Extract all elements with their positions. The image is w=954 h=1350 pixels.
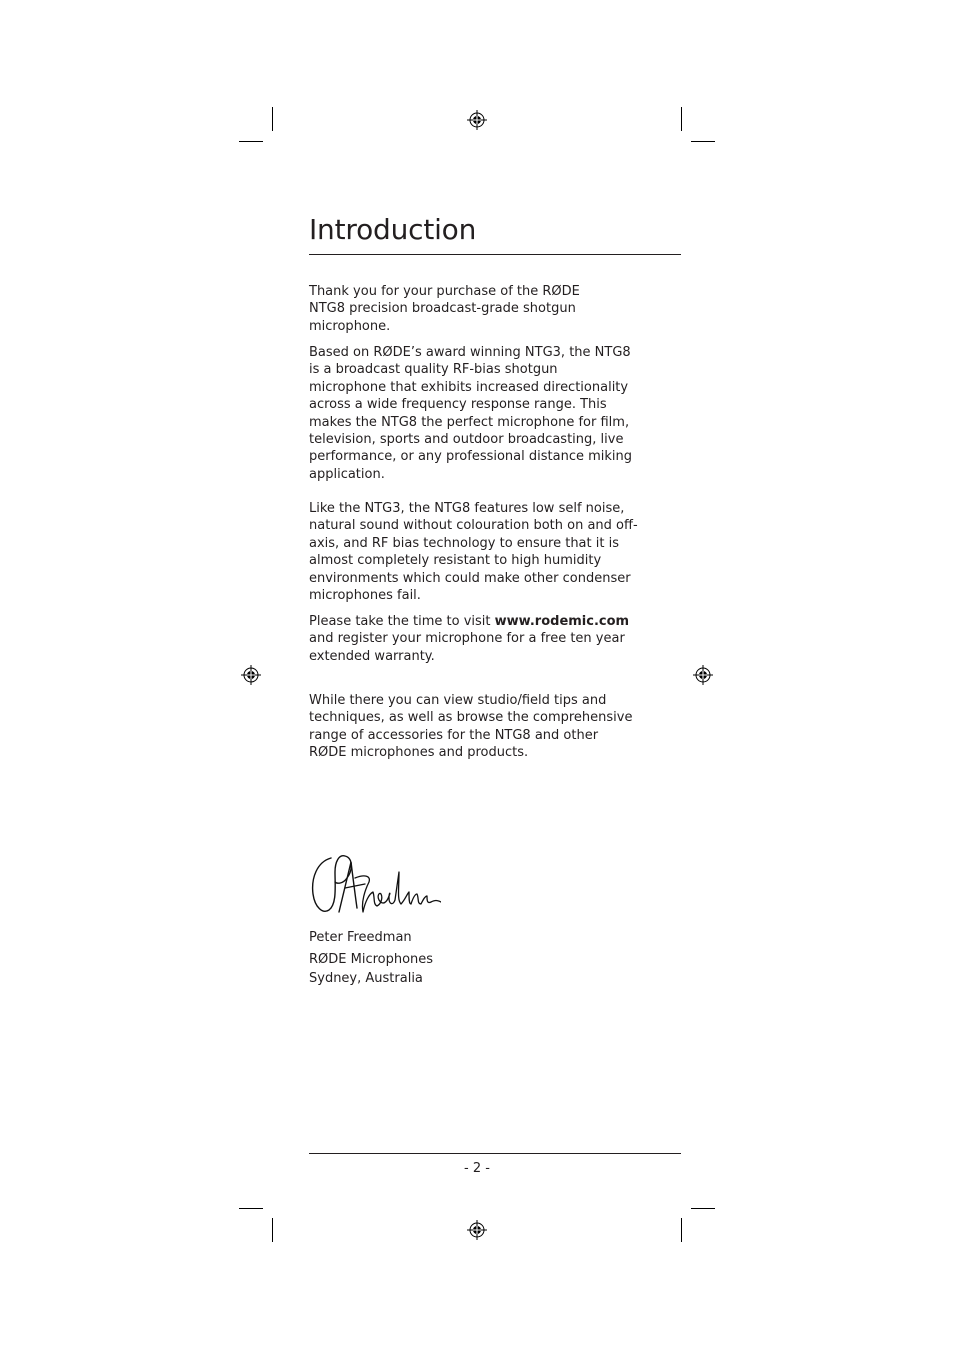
- crop-mark: [681, 107, 682, 131]
- crop-mark: [272, 107, 273, 131]
- intro-paragraph-4: [309, 613, 649, 665]
- crop-mark: [239, 141, 263, 142]
- intro-paragraph-5: While there you can view studio/field tips and techniques, as well as browse the comprehensive range of accessories for the NTG8 and other RØDE microphones and products.: [309, 693, 633, 761]
- crop-mark: [681, 1218, 682, 1242]
- title-divider: [309, 254, 681, 255]
- signatory-name: Peter Freedman: [309, 930, 412, 945]
- paragraph-4-text: Please take the time to visit: [309, 614, 495, 629]
- signatory-company: RØDE Microphones: [309, 952, 434, 967]
- page-number: - 2 -: [464, 1161, 490, 1176]
- crop-mark: [272, 1218, 273, 1242]
- handwritten-signature: [309, 848, 441, 918]
- registration-mark-icon: [467, 1220, 487, 1240]
- website-link[interactable]: www.rodemic.com: [494, 614, 630, 629]
- crop-mark: [691, 141, 715, 142]
- paragraph-4-text: and register your microphone for a free ten year extended warranty.: [309, 631, 625, 664]
- registration-mark-icon: [693, 665, 713, 685]
- registration-mark-icon: [467, 110, 487, 130]
- registration-mark-icon: [241, 665, 261, 685]
- crop-mark: [239, 1208, 263, 1209]
- page-title: Introduction: [309, 213, 477, 246]
- intro-paragraph-2: Based on RØDE’s award winning NTG3, the NTG8 is a broadcast quality RF-bias shotgun microphone that exhibits increased directionality across a wide frequency response range. This makes the NTG8 the perfect microphone for film, television, sports and outdoor broadcasting, live performance, or any professional distance miking application.: [309, 345, 633, 482]
- signatory-location: Sydney, Australia: [309, 971, 423, 986]
- intro-paragraph-3: Like the NTG3, the NTG8 features low self noise, natural sound without colouration both on and off-axis, and RF bias technology to ensure that it is almost completely resistant to high humidity environments which could make other condenser microphones fail.: [309, 501, 638, 604]
- crop-mark: [691, 1208, 715, 1209]
- intro-paragraph-1: Thank you for your purchase of the RØDE NTG8 precision broadcast-grade shotgun microphone.: [309, 284, 580, 334]
- footer-divider: [309, 1153, 681, 1154]
